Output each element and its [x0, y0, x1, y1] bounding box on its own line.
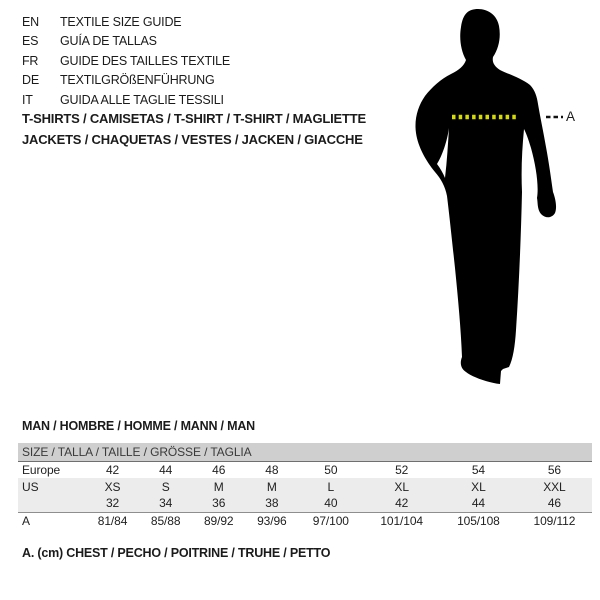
man-silhouette-figure: [400, 0, 600, 400]
language-code: DE: [22, 73, 39, 88]
language-row: [22, 13, 230, 32]
guide-title: GUIDE DES TAILLES TEXTILE: [60, 53, 231, 68]
table-cell: 32: [86, 495, 139, 512]
language-row: [22, 91, 230, 110]
table-cell: M: [192, 478, 245, 495]
table-cell: 85/88: [139, 512, 192, 529]
language-code: FR: [22, 53, 39, 68]
table-row-europe: [18, 461, 592, 478]
table-cell: XL: [363, 478, 440, 495]
table-row-us: [18, 478, 592, 495]
garment-type-jackets: JACKETS / CHAQUETAS / VESTES / JACKEN / GIACCHE: [22, 131, 363, 147]
man-silhouette: [415, 9, 556, 384]
table-cell: 42: [105, 462, 120, 477]
table-cell: 89/92: [192, 512, 245, 529]
guide-title: TEXTILGRÖßENFÜHRUNG: [60, 73, 215, 88]
language-code: ES: [22, 34, 39, 49]
table-cell: XS: [86, 478, 139, 495]
table-cell: 40: [298, 495, 363, 512]
size-table-header: SIZE / TALLA / TAILLE / GRÖSSE / TAGLIA: [18, 443, 592, 461]
table-cell: S: [139, 478, 192, 495]
language-row: [22, 32, 230, 51]
table-row-numeric: [18, 495, 592, 512]
table-cell: 101/104: [363, 512, 440, 529]
table-cell: 42: [363, 495, 440, 512]
garment-type-tshirts: T-SHIRTS / CAMISETAS / T-SHIRT / T-SHIRT / MAGLIETTE: [22, 111, 366, 126]
table-cell: 34: [139, 495, 192, 512]
table-cell: 46: [517, 495, 592, 512]
guide-title: TEXTILE SIZE GUIDE: [60, 15, 182, 29]
table-cell: L: [298, 478, 363, 495]
guide-title: GUÍA DE TALLAS: [60, 34, 157, 49]
chest-footnote: A. (cm) CHEST / PECHO / POITRINE / TRUHE / PETTO: [22, 546, 331, 560]
table-cell: XL: [440, 478, 517, 495]
section-title-man: MAN / HOMBRE / HOMME / MANN / MAN: [22, 419, 255, 433]
table-cell: 44: [440, 495, 517, 512]
table-cell: 36: [192, 495, 245, 512]
table-row-chest-a: [18, 512, 592, 529]
measure-label-a: A: [566, 109, 576, 124]
garment-types: [22, 109, 366, 150]
table-cell: 93/96: [245, 512, 298, 529]
row-label: [18, 495, 86, 512]
table-cell: XXL: [517, 478, 592, 495]
row-label: US: [18, 478, 86, 495]
language-guide-list: [22, 13, 230, 110]
table-cell: 52: [395, 462, 409, 477]
table-cell: 97/100: [298, 512, 363, 529]
table-cell: 81/84: [86, 512, 139, 529]
size-table: [18, 443, 592, 529]
table-cell: 44: [159, 462, 173, 477]
table-cell: 48: [265, 462, 279, 477]
language-code: EN: [22, 15, 39, 29]
table-cell: 105/108: [440, 512, 517, 529]
size-table-header-row: [18, 443, 592, 461]
table-cell: 56: [547, 462, 561, 477]
row-label: A: [18, 512, 86, 529]
table-cell: 50: [324, 462, 338, 477]
language-row: [22, 71, 230, 90]
language-code: IT: [22, 92, 33, 107]
guide-title: GUIDA ALLE TAGLIE TESSILI: [60, 92, 224, 107]
table-cell: 38: [245, 495, 298, 512]
table-cell: 46: [212, 462, 226, 477]
language-row: [22, 52, 230, 71]
row-label: Europe: [22, 462, 61, 477]
table-cell: 54: [471, 462, 485, 477]
table-cell: 109/112: [517, 512, 592, 529]
table-cell: M: [245, 478, 298, 495]
